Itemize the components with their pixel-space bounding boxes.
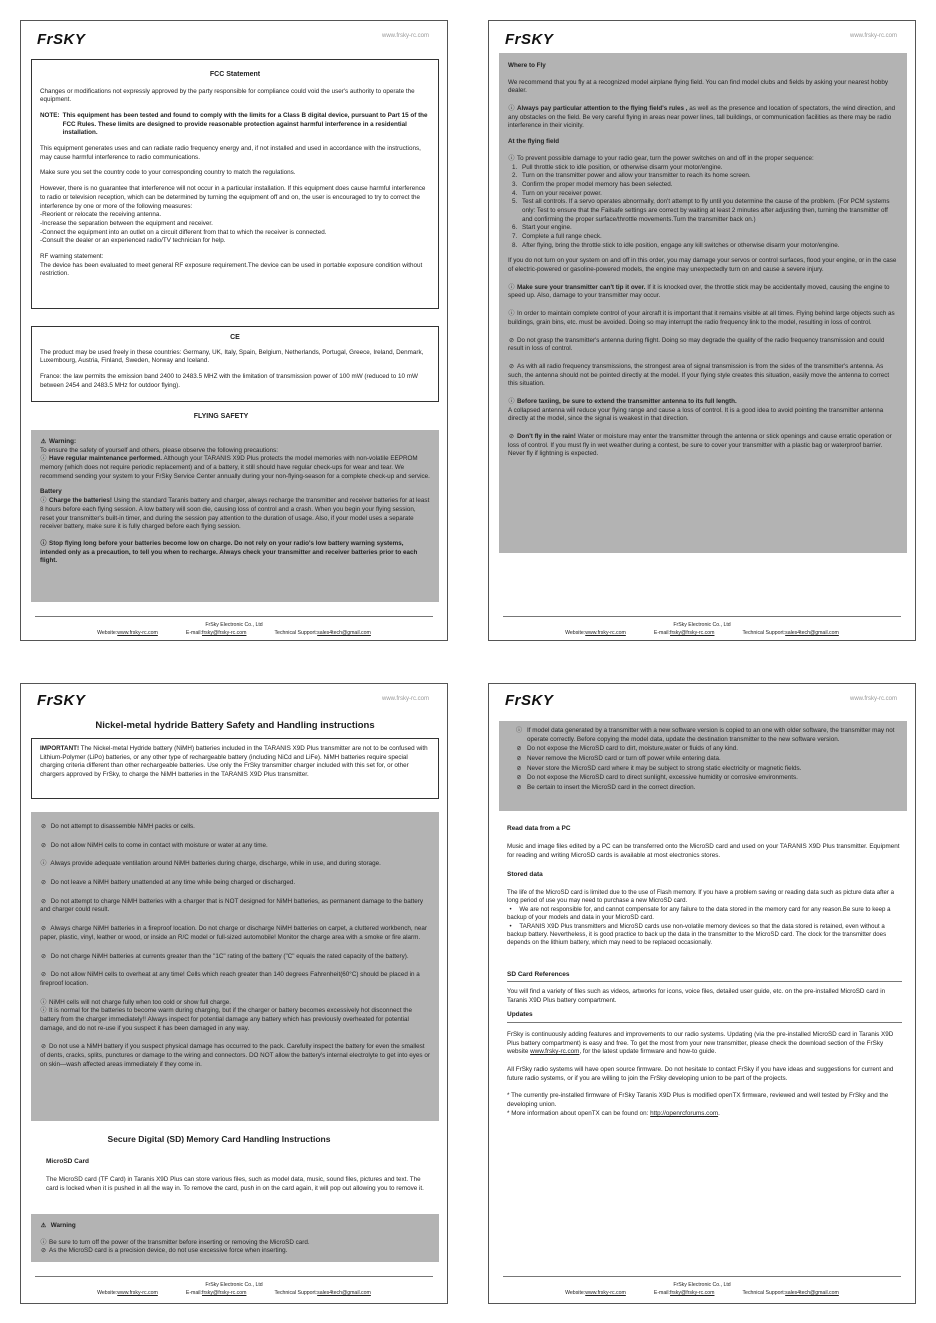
nimh-safety-item: ⊘ Do not allow NiMH cells to overheat at any time! Cells which reach greater than 140 degrees Fahrenheit(60°C) should be placed in a fireproof location.: [40, 971, 420, 987]
stored-data-text: The life of the MicroSD card is limited due to the use of Flash memory. If you have a problem saving or reading data such as picture data after a long period of use you may need to purchase a new MicroSD card.: [507, 889, 895, 905]
sequence-step: 3. Confirm the proper model memory has been selected.: [512, 180, 673, 188]
footer-website: Website:www.frsky-rc.com: [97, 630, 158, 636]
tip-lead: Make sure your transmitter can't tip it over.: [517, 283, 646, 291]
fcc-measure: -Increase the separation between the equipment and receiver.: [40, 219, 213, 227]
warning-heading: [40, 438, 430, 447]
website-link[interactable]: www.frsky-rc.com: [117, 630, 158, 636]
nimh-safety-item: ⊘ Do not allow NiMH cells to come in contact with moisture or water at any time.: [40, 841, 268, 849]
support-link[interactable]: sales4tech@gmail.com: [785, 630, 839, 636]
nimh-safety-item: ⊘ Do not attempt to charge NiMH batteries with a charger that is NOT designed for NiMH batteries, as permanent damage to the battery and charger could result.: [40, 897, 424, 914]
warning-icon: ⚠: [40, 1223, 47, 1229]
maintenance-text: Although your TARANIS X9D Plus protects the model memories with non-volatile EEPROM memory (which does not require periodic replacement) and of a battery, it still should have regular check-ups for wear and tear. We recommend sending your system to your FrSky Service Center annually during your non-flying-season for a complete check-up and service.: [40, 455, 430, 480]
sequence-step: 1. Pull throttle stick to idle position, or otherwise disarm your motor/engine.: [512, 163, 723, 171]
website-link[interactable]: www.frsky-rc.com: [585, 1290, 626, 1296]
website-url: www.frsky-rc.com: [382, 696, 429, 702]
sequence-warning: If you do not turn on your system on and off in this order, you may damage your servos or control surfaces, flood your engine, or in the case of electric-powered or gasoline-powered models, the engine may unexpectedly turn on and cause a severe injury.: [508, 257, 897, 274]
prohibited-icon: ⊘: [40, 1248, 47, 1255]
important-box: [31, 738, 439, 799]
stop-flying-text: Stop flying long before your batteries become low on charge. Do not rely on your radio's low battery warning systems, intended only as a precaution, to tell you when to recharge. Always check your transmitter and receiver batteries prior to each flight.: [40, 539, 418, 565]
footer-company: FrSky Electronic Co., Ltd: [205, 1282, 263, 1288]
sequence-step: 8. After flying, bring the throttle stick to idle position, engage any kill switches or otherwise disarm your motor/engine.: [512, 241, 840, 249]
firmware-note: * The currently pre-installed firmware of FrSky Taranis X9D Plus is modified openTX firmware, reviewed and well tested by FrSky and the developing union.: [507, 1092, 889, 1109]
sd-precaution-item: ⊘ Never remove the MicroSD card or turn off power while entering data.: [513, 755, 898, 764]
website-url: www.frsky-rc.com: [850, 696, 897, 702]
prohibited-icon: ⊘: [40, 926, 47, 933]
email-link[interactable]: frsky@frsky-rc.com: [202, 1290, 247, 1296]
flying-safety-title: FLYING SAFETY: [193, 413, 249, 420]
tip-paragraph: [508, 284, 898, 301]
read-data-text: Music and image files edited by a PC can be transferred onto the MicroSD card and used on your TARANIS X9D Plus transmitter. Equipment for reading and writing MicroSD cards is available at most electronics stores.: [507, 843, 900, 859]
footer-email: E-mail:frsky@frsky-rc.com: [185, 1290, 247, 1296]
info-icon: ⓘ: [515, 728, 522, 734]
sd-precaution-item: ⊘ Do not expose the MicroSD card to direct sunlight, excessive humidity or corrosive environments.: [513, 774, 898, 783]
prohibited-icon: ⊘: [508, 363, 515, 370]
warning-title: Warning:: [49, 438, 77, 445]
prohibited-icon: ⊘: [516, 765, 522, 772]
nimh-title: Nickel-metal hydride Battery Safety and Handling instructions: [95, 720, 375, 731]
footer-website: Website:www.frsky-rc.com: [565, 1290, 626, 1296]
important-text: The Nickel-metal Hydride battery (NiMH) batteries included in the TARANIS X9D Plus transmitter are not to be confused with Lithium-Polymer (LiPo) batteries, or any other type of rechargeable battery (including NiCd and LiFe). NiMH batteries require special charging criteria different than other rechargeable batteries. Use only the FrSky transmitter charger included with this set for, or other chargers approved by FrSky, to charge the NiMH batteries in the TARANIS X9D Plus transmitter.: [40, 745, 428, 779]
sd-references-divider: [507, 981, 902, 982]
website-url: www.frsky-rc.com: [850, 33, 897, 39]
nimh-safety-item: ⓘ Always provide adequate ventilation around NiMH batteries during charge, discharge, while in use, and during storage.: [40, 860, 381, 868]
footer-support: Technical Support:sales4tech@gmail.com: [742, 630, 839, 636]
fcc-statement-box: [31, 59, 439, 309]
stop-flying-paragraph: [40, 540, 430, 566]
power-sequence-list: [508, 164, 898, 251]
fcc-note-text: This equipment has been tested and found to comply with the limits for a Class B digital device, pursuant to Part 15 of the FCC Rules. These limits are designed to provide reasonable protection against harmful interference in a residential installation.: [62, 112, 428, 137]
prohibited-icon: ⊘: [40, 953, 47, 960]
microsd-title: MicroSD Card: [46, 1158, 89, 1165]
flying-safety-box: [31, 430, 439, 602]
frsky-logo: FrSKY: [37, 692, 86, 709]
prohibited-icon: ⊘: [40, 972, 47, 979]
sd-warning-box: [31, 1214, 439, 1262]
battery-lead: Charge the batteries!: [49, 497, 112, 505]
fcc-note-lead: NOTE:: [40, 112, 60, 120]
footer-support: Technical Support:sales4tech@gmail.com: [274, 630, 371, 636]
stored-data-bullet: • We are not responsible for, and cannot compensate for any failure to the data stored in the memory card for any reason.Be sure to keep a backup of your models and data in your MicroSD card.: [507, 905, 891, 922]
frsky-logo: FrSKY: [505, 692, 554, 709]
sequence-intro: ⓘ To prevent possible damage to your radio gear, turn the power switches on and off in the proper sequence:: [508, 154, 814, 162]
frsky-logo: FrSKY: [37, 31, 86, 48]
footer-website: Website:www.frsky-rc.com: [565, 630, 626, 636]
website-link[interactable]: www.frsky-rc.com: [585, 630, 626, 636]
info-icon: ⓘ: [40, 456, 47, 463]
frsky-logo: FrSKY: [505, 31, 554, 48]
nimh-safety-list: [40, 823, 430, 989]
prohibited-icon: ⊘: [508, 337, 515, 344]
sd-precaution-item: ⓘ If model data generated by a transmitter with a new software version is copied to an one with older software, the transmitter may not operate correctly. Before copying the model data, update the destination transmitter to the new software version.: [513, 727, 898, 744]
fcc-measure: -Consult the dealer or an experienced radio/TV technician for help.: [40, 237, 226, 245]
prohibited-icon: ⊘: [40, 824, 47, 830]
ce-box: [31, 326, 439, 402]
battery-paragraph: [40, 497, 430, 532]
important-lead: IMPORTANT!: [40, 745, 80, 752]
warning-intro: To ensure the safety of yourself and others, please observe the following precautions:: [40, 446, 279, 454]
prohibited-icon: ⊘: [516, 756, 522, 763]
footer-support: Technical Support:sales4tech@gmail.com: [742, 1290, 839, 1296]
microsd-text: The MicroSD card (TF Card) in Taranis X9D Plus can store various files, such as model data, music, sound files, pictures and text. The card is locked when it is pushed in all the way in. To remove the card, push in on the card again, it will pop out allowing you to remove it.: [46, 1176, 424, 1192]
info-icon: ⓘ: [508, 284, 515, 291]
sd-references-title: SD Card References: [507, 971, 570, 978]
ce-paragraph: France: the law permits the emission band 2400 to 2483.5 MHZ with the limitation of transmission power of 100 mW (reduced to 10 mW between 2454 and 2483.5 MHz for outdoor flying).: [40, 373, 418, 389]
battery-text: Using the standard Taranis battery and charger, always recharge the transmitter and receiver batteries for at least 8 hours before each flying session. A low battery will soon die, causing loss of control and a crash. When you begin your flying session, reset your transmitter's built-in timer, and during the session pay attention to the duration of usage. Also, if your model uses a separate receiver battery, make sure it is fully charged before each flying session.: [40, 497, 430, 531]
opentx-note: * More information about openTX can be found on: http://openrcforums.com.: [507, 1109, 720, 1117]
footer-company: FrSky Electronic Co., Ltd: [673, 622, 731, 628]
maintenance-lead: Have regular maintenance performed.: [49, 455, 163, 463]
prohibited-icon: ⊘: [40, 880, 47, 887]
sd-precautions-list: [513, 727, 898, 793]
website-url: www.frsky-rc.com: [382, 33, 429, 39]
sd-precaution-item: ⊘ Never store the MicroSD card where it may be subject to strong static electricity or magnetic fields.: [513, 765, 898, 774]
sequence-step: 7. Complete a full range check.: [512, 233, 602, 240]
page-3: [20, 683, 448, 1304]
prohibited-icon: ⊘: [508, 434, 515, 440]
info-icon: ⓘ: [508, 398, 515, 405]
taxi-lead: Before taxiing, be sure to extend the transmitter antenna to its full length.: [517, 397, 737, 405]
rf-warning-text: The device has been evaluated to meet general RF exposure requirement.The device can be used in portable exposure condition without restriction.: [40, 261, 423, 278]
where-to-fly-text: We recommend that you fly at a recognized model airplane flying field. You can find model clubs and fields by asking your nearest hobby dealer.: [508, 78, 889, 95]
footer-email: E-mail:frsky@frsky-rc.com: [653, 1290, 715, 1296]
field-rules-paragraph: [508, 105, 898, 131]
footer-website: Website:www.frsky-rc.com: [97, 1290, 158, 1296]
sd-references-text: You will find a variety of files such as videos, artworks for icons, voice files, detailed user guide, etc. on the pre-installed MicroSD card in Taranis X9D Plus battery compartment.: [507, 988, 886, 1004]
frsky-website-link[interactable]: www.frsky-rc.com: [530, 1048, 580, 1056]
fcc-paragraph: Changes or modifications not expressly approved by the party responsible for compliance could void the user's authority to operate the equipment.: [40, 87, 415, 104]
damage-item: ⊘ Do not use a NiMH battery if you suspect physical damage has occurred to the pack. Carefully inspect the battery for even the smallest of dents, cracks, splits, punctures or damage to the wiring and connectors. DO NOT allow the battery's internal electrolyte to get into eyes or on skin—wash affected areas immediately if they come in.: [40, 1043, 430, 1068]
info-icon: ⓘ: [40, 861, 47, 868]
footer: [503, 1276, 901, 1296]
fcc-measures-intro: However, there is no guarantee that interference will not occur in a particular installation. If this equipment does cause harmful interference to radio or television reception, which can be determined by turning the equipment off and on, the user is encouraged to try to correct the interference by one or more of the following measures:: [40, 185, 426, 210]
field-rules-lead: Always pay particular attention to the flying field's rules ,: [517, 105, 688, 113]
taxi-paragraph: [508, 398, 898, 424]
grasp-paragraph: ⊘ Do not grasp the transmitter's antenna during flight. Doing so may degrade the quality of the radio frequency transmission and could result in loss of control.: [508, 336, 885, 353]
sd-warning-heading: ⚠ Warning: [40, 1222, 76, 1229]
sd-handling-title: Secure Digital (SD) Memory Card Handling Instructions: [107, 1134, 331, 1144]
info-icon: ⓘ: [40, 540, 47, 547]
battery-title: Battery: [40, 488, 62, 496]
sequence-step: 4. Turn on your receiver power.: [512, 189, 602, 197]
stored-data-bullet: • TARANIS X9D Plus transmitters and MicroSD cards use non-volatile memory devices so that the data stored is retained, even without a backup battery. Nevertheless, it is good practice to back up the data in the transmitter to the MicroSD card. The clock for the transmitter does depends on the lithium battery, which may need to be replaced occasionally.: [507, 922, 887, 947]
info-icon: ⓘ: [40, 1239, 47, 1246]
warning-icon: ⚠: [40, 439, 47, 445]
taxi-text: A collapsed antenna will reduce your flying range and cause a loss of control. It is a good idea to avoid pointing the transmitter antenna directly at the model, since the signal is weakest in that direction.: [508, 406, 884, 423]
fcc-note: [40, 112, 430, 138]
footer-company: FrSky Electronic Co., Ltd: [673, 1282, 731, 1288]
read-data-title: Read data from a PC: [507, 825, 571, 832]
sd-warning-item: ⓘ Be sure to turn off the power of the transmitter before inserting or removing the MicroSD card.: [40, 1238, 310, 1246]
field-rules-text: as well as the presence and location of spectators, the wind direction, and any obstacles on the field. Be very careful flying in areas near power lines, tall buildings, or communication facilities as there may be radio interference in their vicinity.: [508, 105, 896, 130]
updates-title: Updates: [507, 1011, 533, 1018]
sd-precautions-box: [499, 721, 907, 811]
sd-precaution-item: ⊘ Do not expose the MicroSD card to dirt, moisture,water or fluids of any kind.: [513, 745, 898, 754]
fcc-measure: -Connect the equipment into an outlet on a circuit different from that to which the receiver is connected.: [40, 228, 327, 236]
footer-email: E-mail:frsky@frsky-rc.com: [185, 630, 247, 636]
footer-email: E-mail:frsky@frsky-rc.com: [653, 630, 715, 636]
info-icon: ⓘ: [508, 106, 515, 113]
info-icon: ⓘ: [508, 155, 515, 162]
page-4: [488, 683, 916, 1304]
prohibited-icon: ⊘: [40, 898, 47, 905]
support-link[interactable]: sales4tech@gmail.com: [785, 1290, 839, 1296]
opentx-link[interactable]: http://openrcforums.com: [650, 1109, 719, 1117]
fcc-paragraph: Make sure you set the country code to your corresponding country to match the regulations.: [40, 169, 296, 177]
rf-warning: [40, 253, 430, 279]
fcc-measure: -Reorient or relocate the receiving antenna.: [40, 211, 162, 219]
updates-block: [507, 1031, 902, 1119]
fcc-title: FCC Statement: [209, 71, 261, 78]
ce-paragraph: The product may be used freely in these countries: Germany, UK, Italy, Spain, Belgium, Netherlands, Portugal, Greece, Ireland, Denmark, Luxembourg, Austria, Finland, Sweden, Norway and Iceland.: [40, 348, 424, 365]
info-icon: ⓘ: [508, 311, 515, 318]
sequence-step: 5. Test all controls. If a servo operates abnormally, don't attempt to fly until you determine the cause of the problem. (For PCM systems only: Test to ensure that the Failsafe settings are correct by waiting at least 2 minutes after adjusting then, turning the transmitter off and confirming the proper surface/throttle movements.Turn the transmitter back on.): [512, 198, 890, 223]
rain-lead: Don't fly in the rain!: [517, 433, 576, 440]
rf-warning-title: RF warning statement:: [40, 252, 104, 260]
nimh-safety-item: ⊘ Do not leave a NiMH battery unattended at any time while being charged or discharged.: [40, 879, 296, 887]
stored-data-block: [507, 889, 902, 948]
prohibited-icon: ⊘: [516, 775, 522, 782]
website-link[interactable]: www.frsky-rc.com: [117, 1290, 158, 1296]
warm-item: ⓘ It is normal for the batteries to become warm during charging, but if the charger or battery becomes excessively hot disconnect the battery from the charger immediately!! Always inspect for potential damage any battery which has previously overheated for potential damage, and do not re-use if you suspect it has been damaged in any way.: [40, 1007, 412, 1032]
stored-data-title: Stored data: [507, 871, 543, 878]
maintenance-paragraph: [40, 455, 430, 481]
open-source-text: All FrSky radio systems will have open source firmware. Do not hesitate to contact FrSky if you have ideas and suggestions for current and future radio systems, or if you are willing to join the FrSky developing union to be part of the projects.: [507, 1066, 894, 1082]
nimh-safety-box: [31, 812, 439, 1121]
info-icon: ⓘ: [40, 498, 47, 505]
where-to-fly-box: [499, 53, 907, 553]
antenna-paragraph: ⊘ As with all radio frequency transmissions, the strongest area of signal transmission is from the sides of the transmitter's antenna. As such, the antenna should not be pointed directly at the model. If your flying style creates this situation, easily move the antenna to correct this situation.: [508, 362, 890, 388]
nimh-safety-item: ⊘ Do not charge NiMH batteries at currents greater than the "1C" rating of the battery ("C" equals the rated capacity of the battery).: [40, 952, 409, 960]
updates-divider: [507, 1022, 902, 1023]
visibility-paragraph: ⓘ In order to maintain complete control of your aircraft it is important that it remains visible at all times. Flying behind large objects such as buildings, grain bins, etc. must be avoided. Doing so may interrupt the radio frequency link to the model, resulting in loss of control.: [508, 310, 895, 326]
support-link[interactable]: sales4tech@gmail.com: [317, 630, 371, 636]
prohibited-icon: ⊘: [40, 842, 47, 849]
at-field-title: At the flying field: [508, 138, 560, 146]
info-icon: ⓘ: [40, 1008, 47, 1015]
email-link[interactable]: frsky@frsky-rc.com: [670, 630, 715, 636]
footer: [503, 616, 901, 636]
sequence-step: 2. Turn on the transmitter power and allow your transmitter to reach its home screen.: [512, 172, 751, 180]
info-icon: ⓘ: [40, 999, 47, 1006]
rain-text: Water or moisture may enter the transmitter through the antenna or stick openings and cause erratic operation or loss of control. If you must fly in wet weather during a contest, be sure to cover your transmitter with a plastic bag or waterproof barrier. Never fly if lightning is expected.: [508, 433, 892, 458]
footer: [35, 1276, 433, 1296]
footer: [35, 616, 433, 636]
email-link[interactable]: frsky@frsky-rc.com: [670, 1290, 715, 1296]
prohibited-icon: ⊘: [516, 785, 522, 792]
page-2: [488, 20, 916, 641]
sequence-step: 6. Start your engine.: [512, 224, 572, 232]
fcc-measures: [40, 185, 430, 246]
rain-paragraph: [508, 433, 898, 459]
footer-company: FrSky Electronic Co., Ltd: [205, 622, 263, 628]
ce-title: CE: [230, 334, 240, 341]
where-to-fly-title: Where to Fly: [508, 62, 546, 69]
footer-support: Technical Support:sales4tech@gmail.com: [274, 1290, 371, 1296]
tip-text: If it is knocked over, the throttle stick may be accidentally moved, causing the engine to speed up. Also, damage to your transmitter may occur.: [508, 283, 890, 300]
email-link[interactable]: frsky@frsky-rc.com: [202, 630, 247, 636]
sd-precaution-item: ⊘ Be certain to insert the MicroSD card in the correct direction.: [513, 784, 898, 793]
fcc-paragraph: This equipment generates uses and can radiate radio frequency energy and, if not installed and used in accordance with the instructions, may cause harmful interference to radio communications.: [40, 145, 421, 161]
prohibited-icon: ⊘: [40, 1044, 47, 1051]
sd-warning-item: ⊘ As the MicroSD card is a precision device, do not use excessive force when inserting.: [40, 1247, 288, 1255]
page-1: [20, 20, 448, 641]
nimh-safety-item: ⊘ Always charge NiMH batteries in a fireproof location. Do not charge or discharge NiMH batteries on carpet, a cluttered workbench, near paper, plastic, vinyl, leather or wood, or inside an R/C model or full-sized automobile! Monitor the charge area with a smoke or fire alarm.: [40, 925, 428, 941]
prohibited-icon: ⊘: [516, 746, 522, 753]
updates-text: FrSky is continuously adding features and improvements to our radio systems. Updating (via the pre-installed MicroSD card in Taranis X9D Plus battery compartment) is easy and free. To get the most from your new transmitter, please check the download section of the FrSky website www.frsky-rc.com, for the latest update firmware and how-to guide.: [507, 1031, 894, 1056]
cold-item: ⓘ NiMH cells will not charge fully when too cold or show full charge.: [40, 998, 231, 1006]
support-link[interactable]: sales4tech@gmail.com: [317, 1290, 371, 1296]
nimh-safety-item: ⊘ Do not attempt to disassemble NiMH packs or cells.: [40, 823, 195, 830]
